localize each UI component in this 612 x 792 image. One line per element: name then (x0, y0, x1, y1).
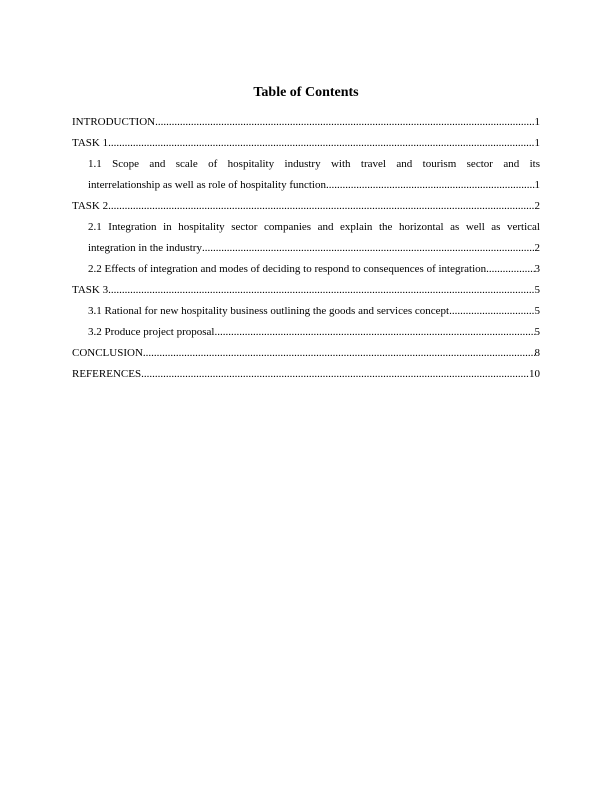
toc-page-number: 1 (534, 179, 540, 191)
toc-entry-label: 3.1 Rational for new hospitality business outlining the goods and services concept (88, 305, 450, 317)
toc-leader-dots (449, 301, 534, 322)
toc-page-number: 3 (534, 263, 540, 275)
toc-leader-dots (141, 364, 529, 385)
toc-entry-introduction[interactable] (72, 112, 540, 133)
toc-leader-dots (486, 259, 534, 280)
toc-entry-label-line-1: 2.1 Integration in hospitality sector companies and explain the horizontal as well as vertical (88, 221, 540, 233)
toc-page-number: 8 (534, 347, 540, 359)
toc-page-number: 5 (534, 284, 540, 296)
toc-entry-2-2[interactable] (72, 259, 540, 280)
toc-page-number: 1 (534, 137, 540, 149)
toc-entry-task-2[interactable] (72, 196, 540, 217)
toc-entry-continuation (88, 238, 540, 259)
toc-entry-label: TASK 1 (72, 137, 109, 149)
toc-entry-label: 3.2 Produce project proposal (88, 326, 215, 338)
toc-page-number: 5 (534, 305, 540, 317)
toc-entry-label: TASK 3 (72, 284, 109, 296)
toc-entry-2-1[interactable] (72, 217, 540, 259)
toc-entry-label: REFERENCES (72, 368, 142, 380)
toc-entry-3-1[interactable] (72, 301, 540, 322)
toc-entry-label-line-1: 1.1 Scope and scale of hospitality industry with travel and tourism sector and its (88, 158, 540, 170)
toc-page-number: 2 (534, 200, 540, 212)
toc-page-number: 1 (534, 116, 540, 128)
toc-leader-dots (214, 322, 534, 343)
toc-leader-dots (202, 238, 535, 259)
toc-leader-dots (326, 175, 535, 196)
toc-entry-task-1[interactable] (72, 133, 540, 154)
toc-entry-1-1[interactable] (72, 154, 540, 196)
toc-leader-dots (143, 343, 535, 364)
toc-title: Table of Contents (253, 85, 359, 100)
toc-entry-label: 2.2 Effects of integration and modes of deciding to respond to consequences of integration (88, 263, 487, 275)
toc-leader-dots (108, 196, 534, 217)
toc-leader-dots (108, 280, 534, 301)
toc-entry-label: TASK 2 (72, 200, 109, 212)
toc-entry-3-2[interactable] (72, 322, 540, 343)
toc-entry-references[interactable] (72, 364, 540, 385)
toc-entry-conclusion[interactable] (72, 343, 540, 364)
toc-entry-label: INTRODUCTION (72, 116, 156, 128)
toc-leader-dots (108, 133, 534, 154)
toc-entry-label-line-2: integration in the industry (88, 242, 202, 254)
toc-entry-continuation (88, 175, 540, 196)
toc-page-number: 5 (534, 326, 540, 338)
table-of-contents (72, 112, 540, 385)
toc-entry-label-line-2: interrelationship as well as role of hospitality function (88, 179, 326, 191)
toc-entry-label: CONCLUSION (72, 347, 143, 359)
toc-page-number: 10 (529, 368, 540, 380)
toc-page-number: 2 (534, 242, 540, 254)
toc-leader-dots (155, 112, 534, 133)
toc-entry-task-3[interactable] (72, 280, 540, 301)
